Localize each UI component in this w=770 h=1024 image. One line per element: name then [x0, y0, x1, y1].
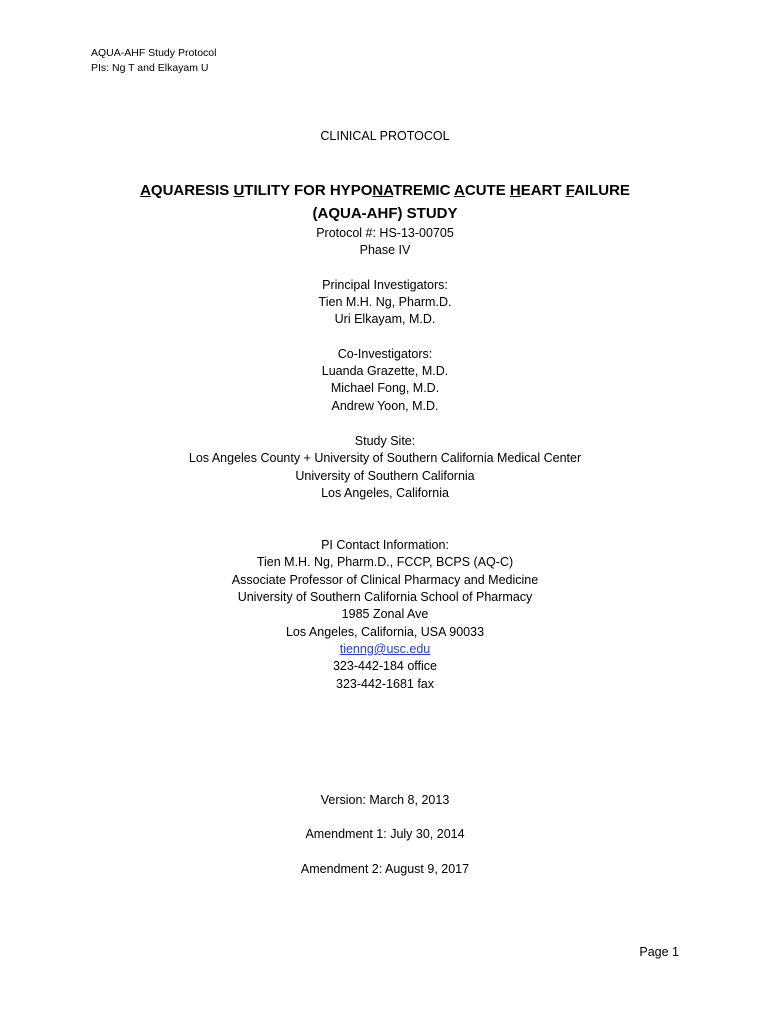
pi-contact-line: Los Angeles, California, USA 90033	[285, 625, 485, 639]
protocol-number: Protocol #: HS-13-00705	[316, 226, 454, 240]
study-phase: Phase IV	[359, 243, 411, 257]
title-text-segment: TREMIC	[392, 182, 455, 199]
title-line-2: (AQUA-AHF) STUDY	[312, 205, 458, 222]
co-investigator-name: Michael Fong, M.D.	[330, 381, 440, 395]
title-text-segment: TILITY FOR HYPO	[244, 182, 373, 199]
header-pis: PIs: Ng T and Elkayam U	[91, 62, 209, 74]
study-site-line: Los Angeles, California	[321, 486, 449, 500]
title-acronym-letter: U	[233, 182, 245, 199]
amendment-1: Amendment 1: July 30, 2014	[305, 827, 465, 841]
title-text-segment: CUTE	[464, 182, 510, 199]
principal-investigators-heading: Principal Investigators:	[322, 278, 448, 292]
study-site-line: Los Angeles County + University of Southern California Medical Center	[188, 451, 582, 465]
pi-office-phone: 323-442-184 office	[332, 659, 438, 673]
title-text-segment: UARESIS	[162, 182, 234, 199]
pi-fax: 323-442-1681 fax	[336, 677, 434, 691]
title-acronym-letter: A	[140, 182, 151, 199]
title-text-segment: EART	[520, 182, 566, 199]
document-type: CLINICAL PROTOCOL	[320, 129, 450, 143]
header-study-name: AQUA-AHF Study Protocol	[91, 47, 217, 59]
page-number: Page 1	[639, 945, 679, 959]
study-site-line: University of Southern California	[295, 469, 475, 483]
title-acronym-letter: F	[565, 182, 575, 199]
title-text-segment: AILURE	[574, 182, 630, 199]
pi-contact-line: 1985 Zonal Ave	[341, 607, 429, 621]
co-investigator-name: Andrew Yoon, M.D.	[331, 399, 439, 413]
study-site-heading: Study Site:	[354, 434, 416, 448]
version-date: Version: March 8, 2013	[320, 793, 450, 807]
title-text-segment: Q	[150, 182, 163, 199]
co-investigator-name: Luanda Grazette, M.D.	[321, 364, 449, 378]
pi-contact-heading: PI Contact Information:	[321, 538, 449, 552]
pi-contact-line: Tien M.H. Ng, Pharm.D., FCCP, BCPS (AQ-C)	[256, 555, 514, 569]
amendment-2: Amendment 2: August 9, 2017	[300, 862, 470, 876]
principal-investigator-name: Uri Elkayam, M.D.	[334, 312, 436, 326]
co-investigators-heading: Co-Investigators:	[337, 347, 433, 361]
pi-contact-line: Associate Professor of Clinical Pharmacy and Medicine	[231, 573, 539, 587]
pi-email-link[interactable]: tienng@usc.edu	[339, 642, 431, 656]
pi-email-row	[0, 641, 770, 658]
pi-contact-line: University of Southern California School of Pharmacy	[237, 590, 533, 604]
title-line-1	[0, 181, 770, 201]
principal-investigator-name: Tien M.H. Ng, Pharm.D.	[318, 295, 452, 309]
title-acronym-letter: A	[454, 182, 465, 199]
title-acronym-letter: H	[509, 182, 521, 199]
title-acronym-letter: NA	[372, 182, 393, 199]
